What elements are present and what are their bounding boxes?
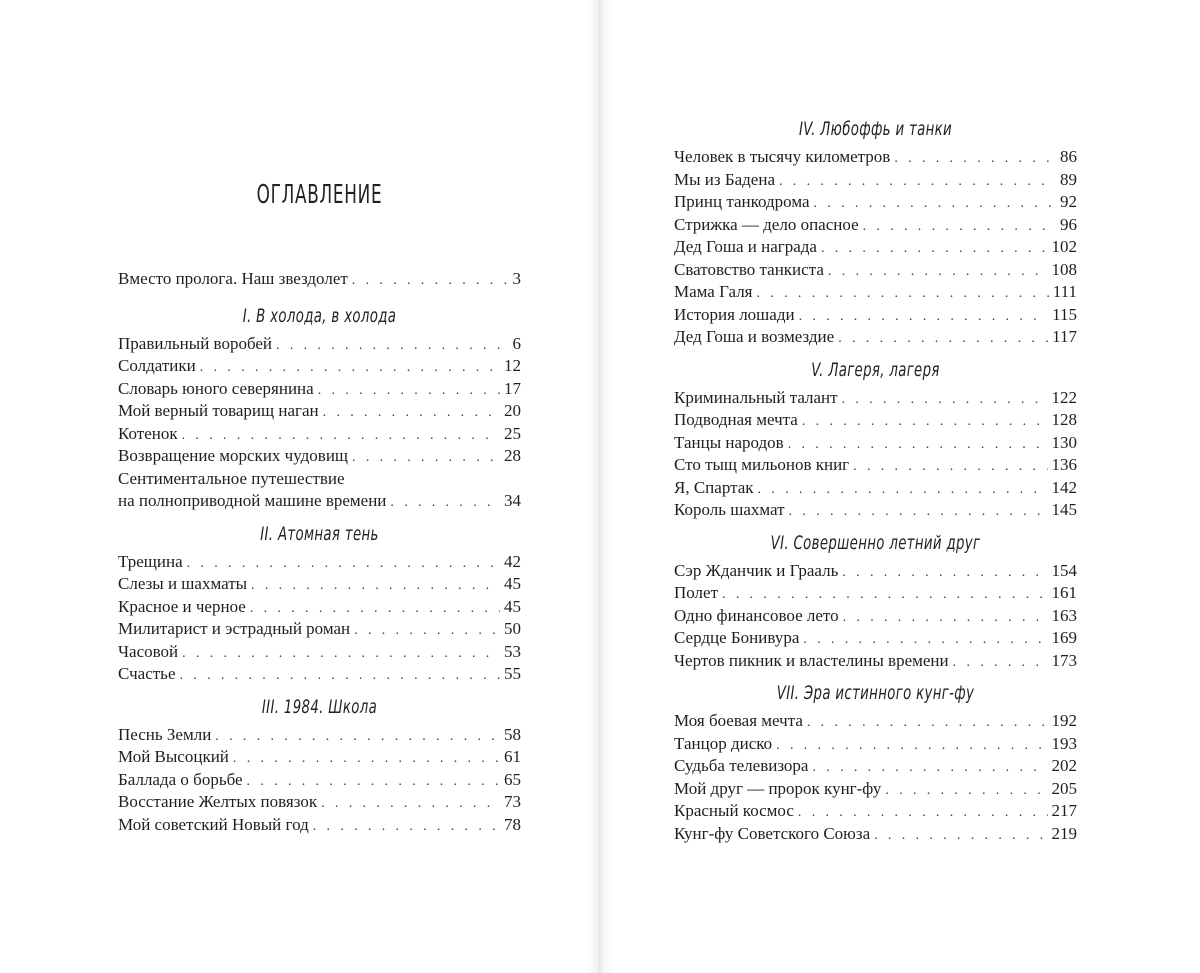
entry-page: 50 — [504, 619, 521, 638]
leader-dots — [187, 553, 500, 576]
entry-title: Полет — [674, 583, 719, 602]
toc-entry — [674, 477, 1077, 500]
entry-page: 65 — [504, 769, 521, 789]
toc-section-6 — [674, 532, 1077, 673]
leader-dots — [200, 357, 500, 380]
toc-entry — [118, 445, 521, 468]
entry-title: на полноприводной машине времени — [118, 491, 387, 510]
toc-entry — [674, 259, 1077, 282]
leader-dots — [390, 492, 500, 515]
toc-entry — [674, 387, 1077, 410]
entry-title: Принц танкодрома — [674, 192, 810, 211]
entry-title: Сердце Бонивура — [674, 628, 800, 647]
entry-page: 219 — [1051, 823, 1077, 843]
entry-title: История лошади — [674, 304, 795, 324]
leader-dots — [853, 456, 1047, 479]
leader-dots — [276, 335, 508, 358]
toc-entry — [674, 778, 1077, 801]
toc-entry — [674, 304, 1077, 327]
entry-page: 173 — [1051, 650, 1077, 670]
toc-entry — [118, 814, 521, 837]
toc-entry — [118, 490, 521, 513]
entry-title: Мой Высоцкий — [118, 747, 229, 766]
entry-page: 161 — [1051, 583, 1077, 602]
entry-page: 92 — [1060, 192, 1077, 211]
entry-page: 154 — [1051, 560, 1077, 580]
entry-page: 89 — [1060, 169, 1077, 189]
toc-entry — [674, 605, 1077, 628]
toc-entry — [674, 755, 1077, 778]
entry-page: 17 — [504, 378, 521, 398]
leader-dots — [894, 148, 1056, 171]
toc-entry — [674, 499, 1077, 522]
entry-title: Мы из Бадена — [674, 169, 775, 189]
toc-entry — [118, 769, 521, 792]
entry-page: 128 — [1051, 410, 1077, 429]
entry-title: Песнь Земли — [118, 724, 212, 744]
toc-entry — [118, 641, 521, 664]
toc-entry — [674, 823, 1077, 846]
leader-dots — [874, 825, 1047, 848]
toc-section-1 — [118, 305, 521, 513]
entry-page: 58 — [504, 724, 521, 744]
leader-dots — [838, 328, 1048, 351]
leader-dots — [182, 425, 500, 448]
toc-entry — [118, 423, 521, 446]
entry-page: 73 — [504, 792, 521, 811]
leader-dots — [758, 479, 1048, 502]
entry-page: 169 — [1051, 628, 1077, 647]
section-heading: III. 1984. Школа — [261, 695, 378, 718]
entry-title: Чертов пикник и властелины времени — [674, 650, 949, 670]
entry-title: Подводная мечта — [674, 410, 798, 429]
entry-page: 102 — [1051, 237, 1077, 256]
toc-entry — [118, 551, 521, 574]
entry-page: 61 — [504, 747, 521, 766]
leader-dots — [779, 171, 1056, 194]
leader-dots — [798, 802, 1048, 825]
entry-title: Возвращение морских чудовищ — [118, 446, 349, 465]
toc-entry — [118, 596, 521, 619]
leader-dots — [799, 306, 1049, 329]
entry-title: Красное и черное — [118, 596, 246, 616]
entry-page: 25 — [504, 423, 521, 443]
entry-title: Баллада о борьбе — [118, 769, 243, 789]
entry-title: Сэр Жданчик и Грааль — [674, 560, 839, 580]
toc-section-5 — [674, 359, 1077, 522]
entry-title: Я, Спартак — [674, 477, 754, 497]
entry-title: Мама Галя — [674, 282, 753, 301]
entry-title: Кунг-фу Советского Союза — [674, 823, 871, 843]
entry-title: Котенок — [118, 423, 178, 443]
entry-page: 45 — [504, 574, 521, 593]
toc-entry — [118, 618, 521, 641]
leader-dots — [354, 620, 500, 643]
entry-page: 136 — [1051, 455, 1077, 474]
entry-page: 217 — [1051, 801, 1077, 820]
entry-page: 130 — [1051, 432, 1077, 452]
entry-title: Человек в тысячу километров — [674, 147, 891, 166]
toc-entry-multiline — [118, 468, 521, 513]
leader-dots — [318, 380, 500, 403]
leader-dots — [789, 501, 1048, 524]
leader-dots — [885, 780, 1047, 803]
entry-page: 96 — [1060, 214, 1077, 234]
entry-title: Танцы народов — [674, 432, 784, 452]
leader-dots — [757, 283, 1049, 306]
leader-dots — [352, 270, 509, 293]
entry-page: 45 — [504, 596, 521, 616]
leader-dots — [802, 411, 1048, 434]
leader-dots — [352, 447, 500, 470]
entry-title-line1: Сентиментальное путешествие — [118, 468, 345, 488]
section-heading: IV. Любоффь и танки — [798, 118, 953, 140]
toc-entry-prologue — [118, 268, 521, 291]
entry-title: Красный космос — [674, 801, 794, 820]
leader-dots — [807, 712, 1048, 735]
entry-title: Сватовство танкиста — [674, 259, 824, 279]
entry-title: Король шахмат — [674, 500, 785, 519]
entry-title: Трещина — [118, 551, 183, 571]
toc-entry — [674, 214, 1077, 237]
entry-title: Правильный воробей — [118, 333, 273, 353]
section-heading: I. В холода, в холода — [242, 304, 397, 327]
toc-entry — [674, 650, 1077, 673]
entry-title: Стрижка — дело опасное — [674, 214, 859, 234]
toc-entry — [674, 710, 1077, 733]
toc-entry — [674, 326, 1077, 349]
toc-entry — [118, 333, 521, 356]
entry-page: 78 — [504, 814, 521, 834]
entry-title: Дед Гоша и награда — [674, 237, 817, 256]
toc-section-2 — [118, 523, 521, 686]
section-heading: V. Лагеря, лагеря — [811, 358, 940, 381]
entry-page: 86 — [1060, 147, 1077, 166]
toc-entry — [674, 454, 1077, 477]
leader-dots — [247, 771, 500, 794]
entry-title: Мой верный товарищ наган — [118, 401, 319, 420]
entry-page: 192 — [1051, 711, 1077, 730]
leader-dots — [814, 193, 1056, 216]
entry-title: Солдатики — [118, 356, 196, 375]
toc-entry — [674, 627, 1077, 650]
leader-dots — [803, 629, 1047, 652]
entry-page: 42 — [504, 551, 521, 571]
toc-section-3 — [118, 696, 521, 837]
entry-page: 193 — [1051, 733, 1077, 753]
leader-dots — [828, 261, 1048, 284]
entry-title: Часовой — [118, 641, 179, 661]
leader-dots — [953, 652, 1048, 675]
entry-page: 55 — [504, 664, 521, 683]
toc-entry — [118, 378, 521, 401]
entry-title: Мой друг — пророк кунг-фу — [674, 778, 882, 798]
toc-entry — [118, 573, 521, 596]
entry-page: 28 — [504, 446, 521, 465]
entry-page: 20 — [504, 401, 521, 420]
leader-dots — [313, 816, 500, 839]
entry-page: 202 — [1051, 756, 1077, 775]
toc-entry — [674, 281, 1077, 304]
toc-entry — [118, 746, 521, 769]
leader-dots — [323, 402, 500, 425]
toc-entry — [674, 409, 1077, 432]
toc-entry — [674, 733, 1077, 756]
toc-entry — [118, 724, 521, 747]
entry-page: 142 — [1051, 477, 1077, 497]
leader-dots — [233, 748, 500, 771]
toc-entry — [674, 582, 1077, 605]
toc-entry — [674, 191, 1077, 214]
toc-section-7 — [674, 682, 1077, 845]
entry-title: Восстание Желтых повязок — [118, 792, 318, 811]
right-toc-column — [674, 110, 1077, 855]
leader-dots — [843, 607, 1048, 630]
entry-page: 115 — [1052, 304, 1077, 324]
entry-title: Моя боевая мечта — [674, 711, 803, 730]
leader-dots — [788, 434, 1048, 457]
entry-title: Танцор диско — [674, 733, 773, 753]
entry-page: 117 — [1052, 327, 1077, 346]
leader-dots — [842, 389, 1048, 412]
entry-title: Словарь юного северянина — [118, 378, 314, 398]
toc-entry — [674, 432, 1077, 455]
entry-title: Счастье — [118, 664, 176, 683]
toc-title: ОГЛАВЛЕНИЕ — [256, 180, 383, 210]
entry-title: Одно финансовое лето — [674, 605, 839, 625]
toc-entry — [674, 146, 1077, 169]
entry-page: 205 — [1051, 778, 1077, 798]
leader-dots — [215, 726, 500, 749]
leader-dots — [821, 238, 1048, 261]
entry-title: Криминальный талант — [674, 387, 838, 407]
entry-title: Мой советский Новый год — [118, 814, 309, 834]
entry-page: 3 — [512, 269, 521, 288]
leader-dots — [812, 757, 1047, 780]
entry-title: Вместо пролога. Наш звездолет — [118, 269, 348, 288]
entry-title: Милитарист и эстрадный роман — [118, 619, 351, 638]
section-heading: II. Атомная тень — [260, 522, 379, 545]
entry-title: Слезы и шахматы — [118, 574, 248, 593]
section-heading: VII. Эра истинного кунг-фу — [776, 682, 975, 704]
entry-title: Дед Гоша и возмездие — [674, 327, 835, 346]
leader-dots — [251, 575, 500, 598]
toc-entry — [674, 800, 1077, 823]
leader-dots — [182, 643, 500, 666]
toc-entry — [118, 791, 521, 814]
toc-entry — [118, 663, 521, 686]
entry-title: Судьба телевизора — [674, 756, 809, 775]
leader-dots — [321, 793, 500, 816]
leader-dots — [179, 665, 500, 688]
toc-entry — [118, 355, 521, 378]
toc-section-4 — [674, 118, 1077, 349]
entry-title: Сто тыщ мильонов книг — [674, 455, 850, 474]
entry-page: 12 — [504, 356, 521, 375]
leader-dots — [776, 735, 1047, 758]
toc-entry — [674, 236, 1077, 259]
entry-page: 163 — [1051, 605, 1077, 625]
entry-page: 145 — [1051, 500, 1077, 519]
toc-entry — [674, 169, 1077, 192]
toc-entry — [674, 560, 1077, 583]
entry-page: 111 — [1052, 282, 1077, 301]
leader-dots — [722, 584, 1047, 607]
toc-entry — [118, 400, 521, 423]
entry-page: 34 — [504, 491, 521, 510]
leader-dots — [250, 598, 500, 621]
book-gutter — [586, 0, 614, 973]
leader-dots — [863, 216, 1056, 239]
entry-page: 108 — [1051, 259, 1077, 279]
entry-page: 122 — [1051, 387, 1077, 407]
left-toc-column — [118, 180, 521, 846]
entry-page: 6 — [512, 333, 521, 353]
section-heading: VI. Совершенно летний друг — [770, 531, 981, 554]
entry-page: 53 — [504, 641, 521, 661]
leader-dots — [842, 562, 1047, 585]
